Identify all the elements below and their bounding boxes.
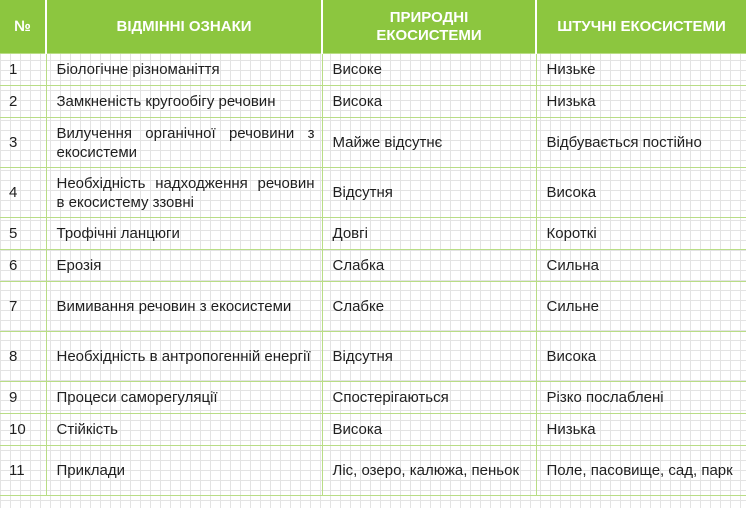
natural-cell: Ліс, озеро, калюжа, пеньок: [322, 446, 536, 496]
feature-cell: Приклади: [46, 446, 322, 496]
artificial-cell: Сильна: [536, 250, 746, 282]
artificial-cell: Висока: [536, 168, 746, 218]
table-row: [0, 382, 746, 414]
artificial-cell: Низька: [536, 414, 746, 446]
row-number: 4: [0, 168, 46, 218]
row-number: 7: [0, 282, 46, 332]
artificial-cell: Різко послаблені: [536, 382, 746, 414]
feature-cell: Трофічні ланцюги: [46, 218, 322, 250]
table-row: [0, 446, 746, 496]
row-number: 6: [0, 250, 46, 282]
natural-cell: Слабка: [322, 250, 536, 282]
header-number: №: [0, 0, 46, 54]
row-number: 2: [0, 86, 46, 118]
table-row: [0, 332, 746, 382]
row-number: 1: [0, 54, 46, 86]
table-row: [0, 218, 746, 250]
header-features: ВІДМІННІ ОЗНАКИ: [46, 0, 322, 54]
natural-cell: Відсутня: [322, 332, 536, 382]
natural-cell: Висока: [322, 86, 536, 118]
feature-cell: Процеси саморегуляції: [46, 382, 322, 414]
artificial-cell: Сильне: [536, 282, 746, 332]
natural-cell: Високе: [322, 54, 536, 86]
natural-cell: Спостерігаються: [322, 382, 536, 414]
natural-cell: Довгі: [322, 218, 536, 250]
feature-cell: Вилучення органічної речовини з екосистеми: [46, 118, 322, 168]
feature-cell: Біологічне різноманіття: [46, 54, 322, 86]
table-row: [0, 54, 746, 86]
artificial-cell: Низька: [536, 86, 746, 118]
table-row: [0, 282, 746, 332]
feature-cell: Замкненість кругообігу речовин: [46, 86, 322, 118]
feature-cell: Стійкість: [46, 414, 322, 446]
natural-cell: Майже відсутнє: [322, 118, 536, 168]
row-number: 9: [0, 382, 46, 414]
feature-cell: Необхідність в антропогенній енергії: [46, 332, 322, 382]
artificial-cell: Поле, пасовище, сад, парк: [536, 446, 746, 496]
row-number: 5: [0, 218, 46, 250]
artificial-cell: Відбувається постійно: [536, 118, 746, 168]
artificial-cell: Низьке: [536, 54, 746, 86]
table-row: [0, 86, 746, 118]
table-body: [0, 54, 746, 496]
header-natural-ecosystems: ПРИРОДНІ ЕКОСИСТЕМИ: [322, 0, 536, 54]
natural-cell: Відсутня: [322, 168, 536, 218]
natural-cell: Слабке: [322, 282, 536, 332]
table-row: [0, 168, 746, 218]
table-row: [0, 118, 746, 168]
table-header: [0, 0, 746, 54]
feature-cell: Ерозія: [46, 250, 322, 282]
feature-cell: Необхідність надходження речовин в екосистему ззовні: [46, 168, 322, 218]
natural-cell: Висока: [322, 414, 536, 446]
feature-cell: Вимивання речовин з екосистеми: [46, 282, 322, 332]
row-number: 10: [0, 414, 46, 446]
artificial-cell: Короткі: [536, 218, 746, 250]
table-row: [0, 250, 746, 282]
row-number: 11: [0, 446, 46, 496]
row-number: 3: [0, 118, 46, 168]
artificial-cell: Висока: [536, 332, 746, 382]
header-artificial-ecosystems: ШТУЧНІ ЕКОСИСТЕМИ: [536, 0, 746, 54]
row-number: 8: [0, 332, 46, 382]
table-row: [0, 414, 746, 446]
